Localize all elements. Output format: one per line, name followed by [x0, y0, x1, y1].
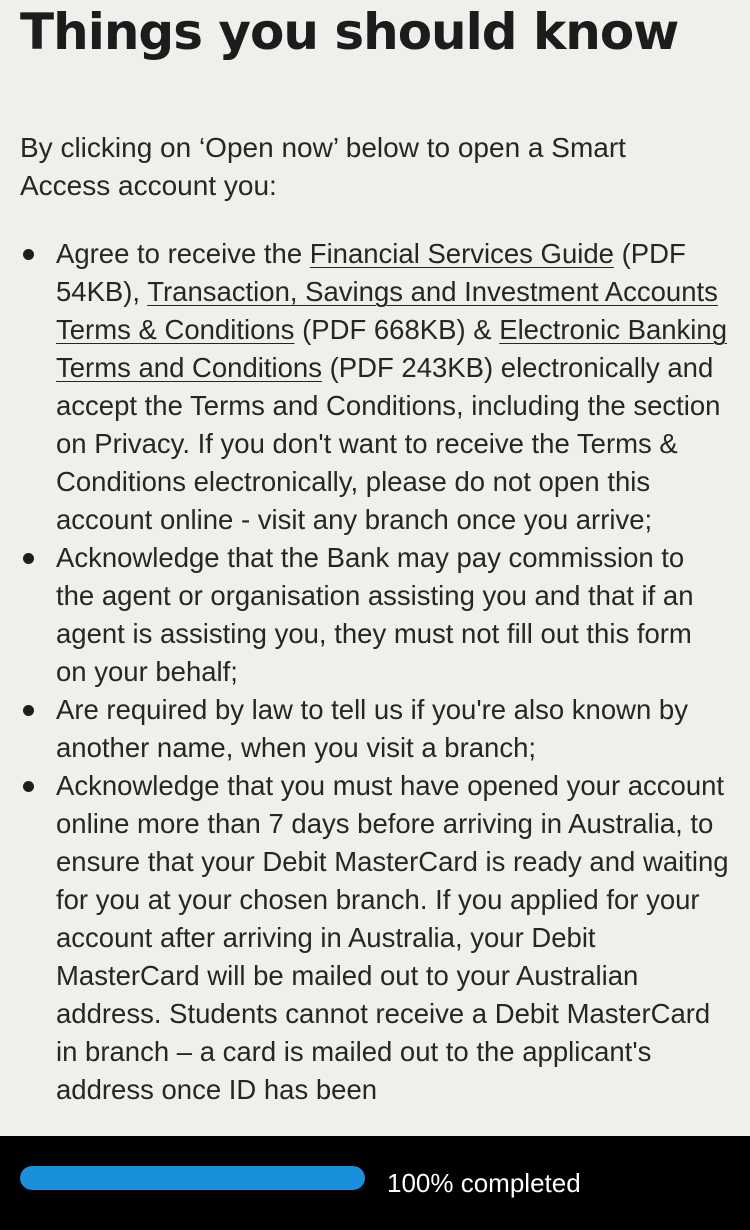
list-item-text: (PDF 243KB) electronically and accept the Terms and Conditions, including the section on Privacy. If you don't want to receive the Terms & Conditions electronically, please do not open this account online - visit any branch once you arrive;	[56, 352, 721, 535]
list-item	[20, 539, 730, 691]
page-title: Things you should know	[20, 3, 679, 61]
list-item-text: (PDF 668KB) &	[294, 314, 500, 345]
bullet-icon	[23, 781, 34, 792]
progress-bar-fill	[20, 1166, 365, 1190]
terms-list	[20, 235, 730, 1109]
intro-text: By clicking on ‘Open now’ below to open a Smart Access account you:	[20, 132, 626, 201]
financial-services-guide-link[interactable]: Financial Services Guide	[309, 238, 614, 269]
list-item	[20, 767, 730, 1109]
bullet-icon	[23, 249, 34, 260]
electronic-banking-terms-link[interactable]: Electronic Banking Terms and Conditions	[56, 314, 727, 383]
bullet-icon	[23, 553, 34, 564]
bullet-icon	[23, 705, 34, 716]
list-item	[20, 691, 730, 767]
list-item-text: Are required by law to tell us if you're also known by another name, when you visit a branch;	[56, 694, 688, 763]
transaction-savings-investment-terms-link[interactable]: Transaction, Savings and Investment Accounts Terms & Conditions	[56, 276, 718, 345]
list-item-text: Agree to receive the	[56, 238, 310, 269]
list-item-text: Acknowledge that you must have opened your account online more than 7 days before arriving in Australia, to ensure that your Debit MasterCard is ready and waiting for you at your chosen branch. If you applied for your account after arriving in Australia, your Debit MasterCard will be mailed out to your Australian address. Students cannot receive a Debit MasterCard in branch – a card is mailed out to the applicant's address once ID has been	[56, 770, 729, 1105]
list-item	[20, 235, 730, 539]
list-item-text: Acknowledge that the Bank may pay commission to the agent or organisation assisting you and that if an agent is assisting you, they must not fill out this form on your behalf;	[56, 542, 694, 687]
progress-bar	[20, 1166, 365, 1190]
progress-label: 100% completed	[387, 1168, 581, 1198]
list-item-text: (PDF 54KB),	[56, 238, 686, 307]
